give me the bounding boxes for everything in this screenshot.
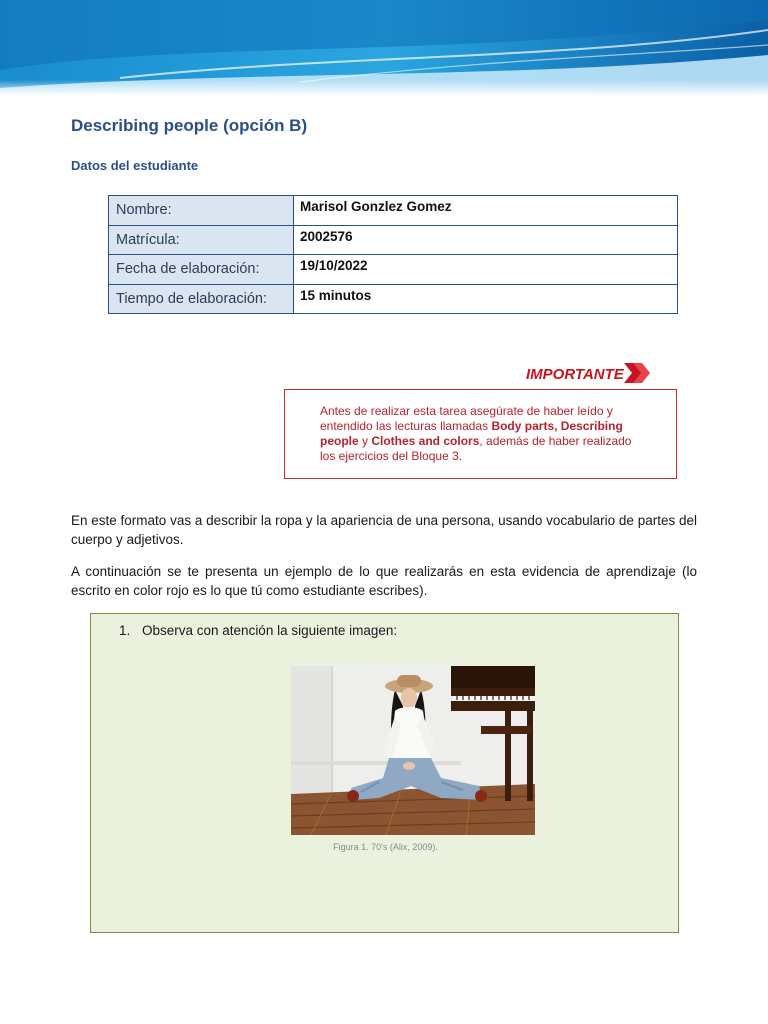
important-text: Antes de realizar esta tarea asegúrate de haber leído y entendido las lecturas llamadas Body parts, Describing people y Clothes and colors, además de haber realizado los ejercicios del Bloque 3.: [320, 404, 632, 463]
table-row: [109, 284, 678, 314]
row-label: Matrícula:: [109, 225, 294, 255]
row-value: Marisol Gonzlez Gomez: [294, 196, 678, 226]
exercise-box: [90, 613, 679, 933]
row-label: Nombre:: [109, 196, 294, 226]
table-row: [109, 225, 678, 255]
double-arrow-icon: [622, 359, 652, 387]
important-label: IMPORTANTE: [526, 366, 624, 383]
table-row: [109, 255, 678, 285]
important-box: [284, 389, 677, 479]
page-title: Describing people (opción B): [71, 116, 308, 135]
figure-caption: Figura 1. 70's (Alix, 2009).: [333, 842, 438, 852]
row-value: 19/10/2022: [294, 255, 678, 285]
header-banner: [0, 0, 768, 96]
row-value: 2002576: [294, 225, 678, 255]
step-number: 1.: [119, 623, 131, 638]
instructions-paragraph: A continuación se te presenta un ejemplo de lo que realizarás en esta evidencia de aprendizaje (lo escrito en color rojo es lo que tú como estudiante escribes).: [71, 564, 697, 598]
exercise-step: [119, 623, 397, 638]
section-subtitle: Datos del estudiante: [71, 158, 199, 173]
step-instruction: Observa con atención la siguiente imagen:: [142, 623, 398, 638]
photo-woman-sitting: [291, 666, 535, 835]
table-row: [109, 196, 678, 226]
row-label: Tiempo de elaboración:: [109, 284, 294, 314]
intro-paragraph: En este formato vas a describir la ropa y la apariencia de una persona, usando vocabulario de partes del cuerpo y adjetivos.: [71, 513, 697, 547]
row-label: Fecha de elaboración:: [109, 255, 294, 285]
row-value: 15 minutos: [294, 284, 678, 314]
student-data-table: [108, 195, 678, 314]
